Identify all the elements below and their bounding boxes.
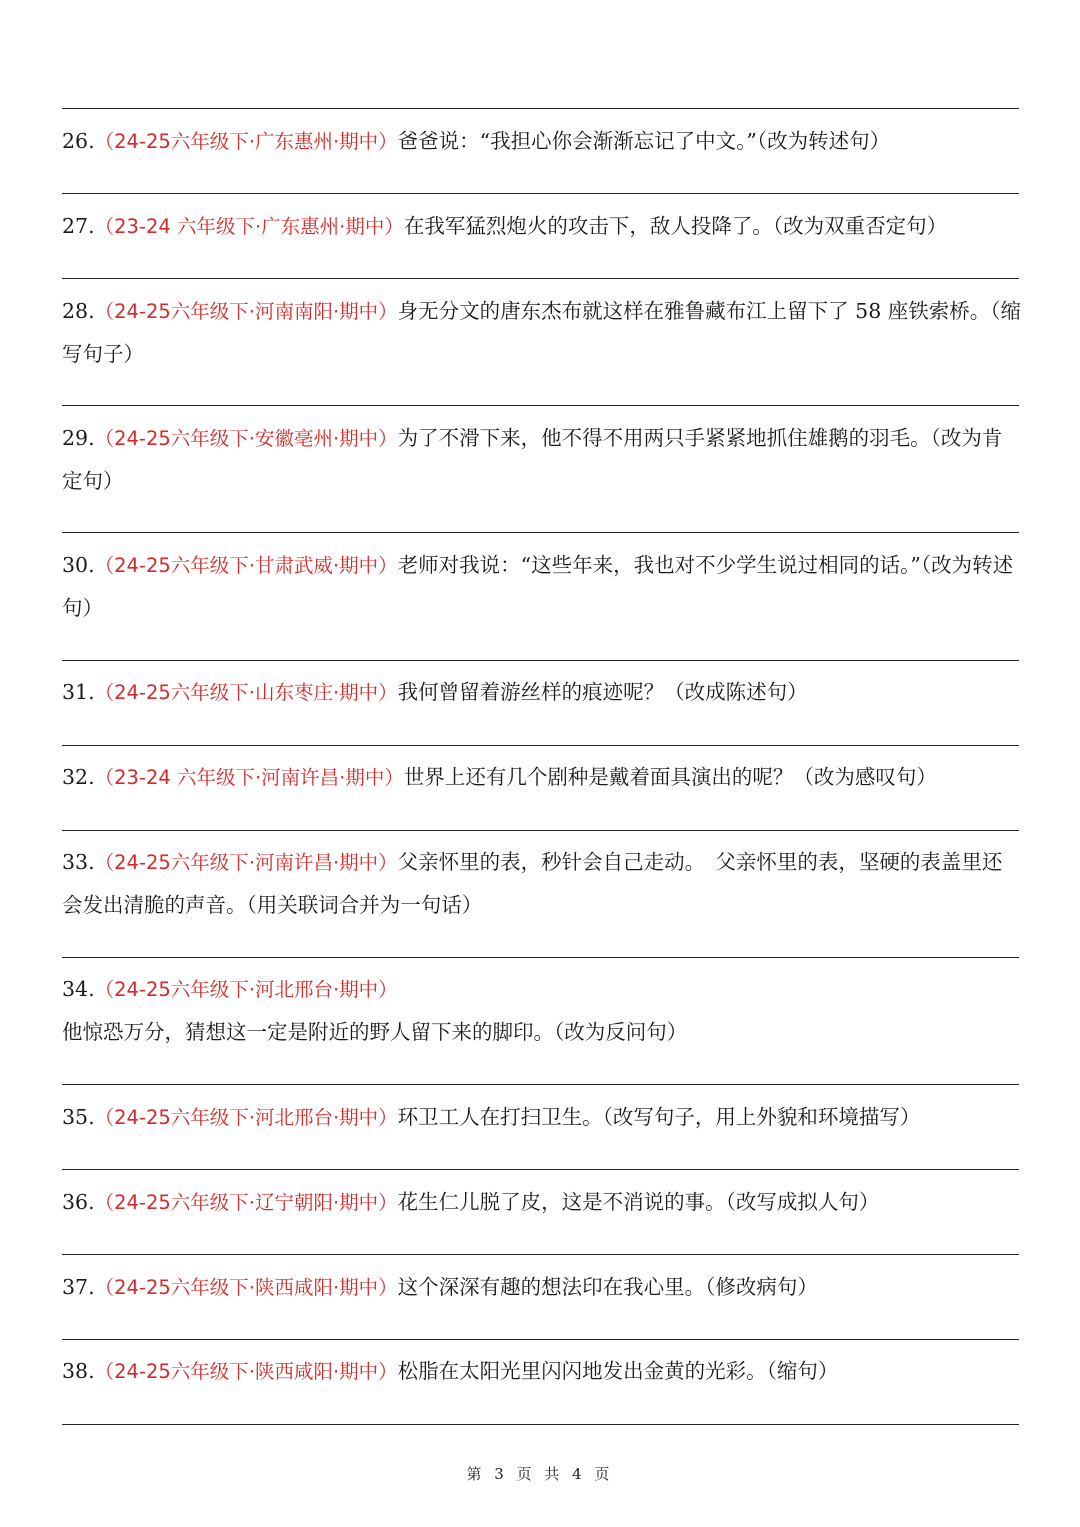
answer-line [62,1424,1019,1425]
answer-line [62,108,1019,109]
question-source: （24-25六年级下·安徽亳州·期中） [94,427,398,450]
question-38 [62,1350,1022,1393]
question-source: （24-25六年级下·辽宁朝阳·期中） [94,1191,398,1214]
question-text: 身无分文的唐东杰布就这样在雅鲁藏布江上留下了 58 座铁索桥。（缩写句子） [62,299,1022,366]
question-source: （24-25六年级下·河南南阳·期中） [94,300,398,323]
question-number: 28. [62,299,95,323]
answer-line [62,745,1019,746]
answer-line [62,830,1019,831]
question-27 [62,205,1022,248]
question-29 [62,417,1022,502]
question-number: 31. [62,680,95,704]
question-source: （24-25六年级下·河北邢台·期中） [94,978,398,1001]
question-text: 在我军猛烈炮火的攻击下，敌人投降了。（改为双重否定句） [403,214,948,238]
question-text: 这个深深有趣的想法印在我心里。（修改病句） [397,1275,818,1299]
answer-line [62,1169,1019,1170]
question-source: （24-25六年级下·广东惠州·期中） [94,130,398,153]
question-35 [62,1096,1022,1139]
question-text: 花生仁儿脱了皮，这是不消说的事。（改写成拟人句） [397,1190,880,1214]
question-number: 35. [62,1105,95,1129]
answer-line [62,957,1019,958]
answer-line [62,405,1019,406]
question-text: 爸爸说：“我担心你会渐渐忘记了中文。”（改为转述句） [397,129,891,153]
question-source: （23-24 六年级下·广东惠州·期中） [94,215,404,238]
question-number: 29. [62,426,95,450]
answer-line [62,1254,1019,1255]
question-31 [62,671,1022,714]
question-37 [62,1266,1022,1309]
question-text: 我何曾留着游丝样的痕迹呢？（改成陈述句） [397,680,808,704]
answer-line [62,278,1019,279]
question-number: 27. [62,214,95,238]
answer-line [62,193,1019,194]
question-text: 他惊恐万分，猜想这一定是附近的野人留下来的脚印。（改为反问句） [62,1020,688,1044]
question-source: （24-25六年级下·陕西咸阳·期中） [94,1276,398,1299]
question-source: （24-25六年级下·山东枣庄·期中） [94,681,398,704]
question-text: 父亲怀里的表，秒针会自己走动。 父亲怀里的表，坚硬的表盖里还会发出清脆的声音。（用关联词合并为一句话） [62,850,1003,917]
answer-line [62,1339,1019,1340]
question-text: 松脂在太阳光里闪闪地发出金黄的光彩。（缩句） [397,1359,839,1383]
question-number: 32. [62,765,95,789]
page-footer: 第 3 页 共 4 页 [466,1465,614,1483]
question-number: 30. [62,553,95,577]
question-text: 老师对我说：“这些年来，我也对不少学生说过相同的话。”（改为转述句） [62,553,1014,620]
answer-line [62,1084,1019,1085]
question-number: 26. [62,129,95,153]
question-33 [62,841,1022,926]
answer-line [62,532,1019,533]
question-text: 为了不滑下来，他不得不用两只手紧紧地抓住雄鹅的羽毛。（改为肯定句） [62,426,1003,493]
question-28 [62,290,1022,375]
question-source: （23-24 六年级下·河南许昌·期中） [94,766,404,789]
question-34 [62,968,1022,1053]
question-32 [62,756,1022,799]
question-text: 环卫工人在打扫卫生。（改写句子，用上外貌和环境描写） [397,1105,921,1129]
question-26 [62,120,1022,163]
question-source: （24-25六年级下·甘肃武威·期中） [94,554,398,577]
question-number: 34. [62,977,95,1001]
question-number: 33. [62,850,95,874]
question-source: （24-25六年级下·陕西咸阳·期中） [94,1360,398,1383]
question-30 [62,544,1022,629]
answer-line [62,660,1019,661]
question-number: 38. [62,1359,95,1383]
question-text: 世界上还有几个剧种是戴着面具演出的呢？（改为感叹句） [403,765,937,789]
question-number: 37. [62,1275,95,1299]
question-source: （24-25六年级下·河南许昌·期中） [94,851,398,874]
question-source: （24-25六年级下·河北邢台·期中） [94,1106,398,1129]
question-number: 36. [62,1190,95,1214]
question-36 [62,1181,1022,1224]
